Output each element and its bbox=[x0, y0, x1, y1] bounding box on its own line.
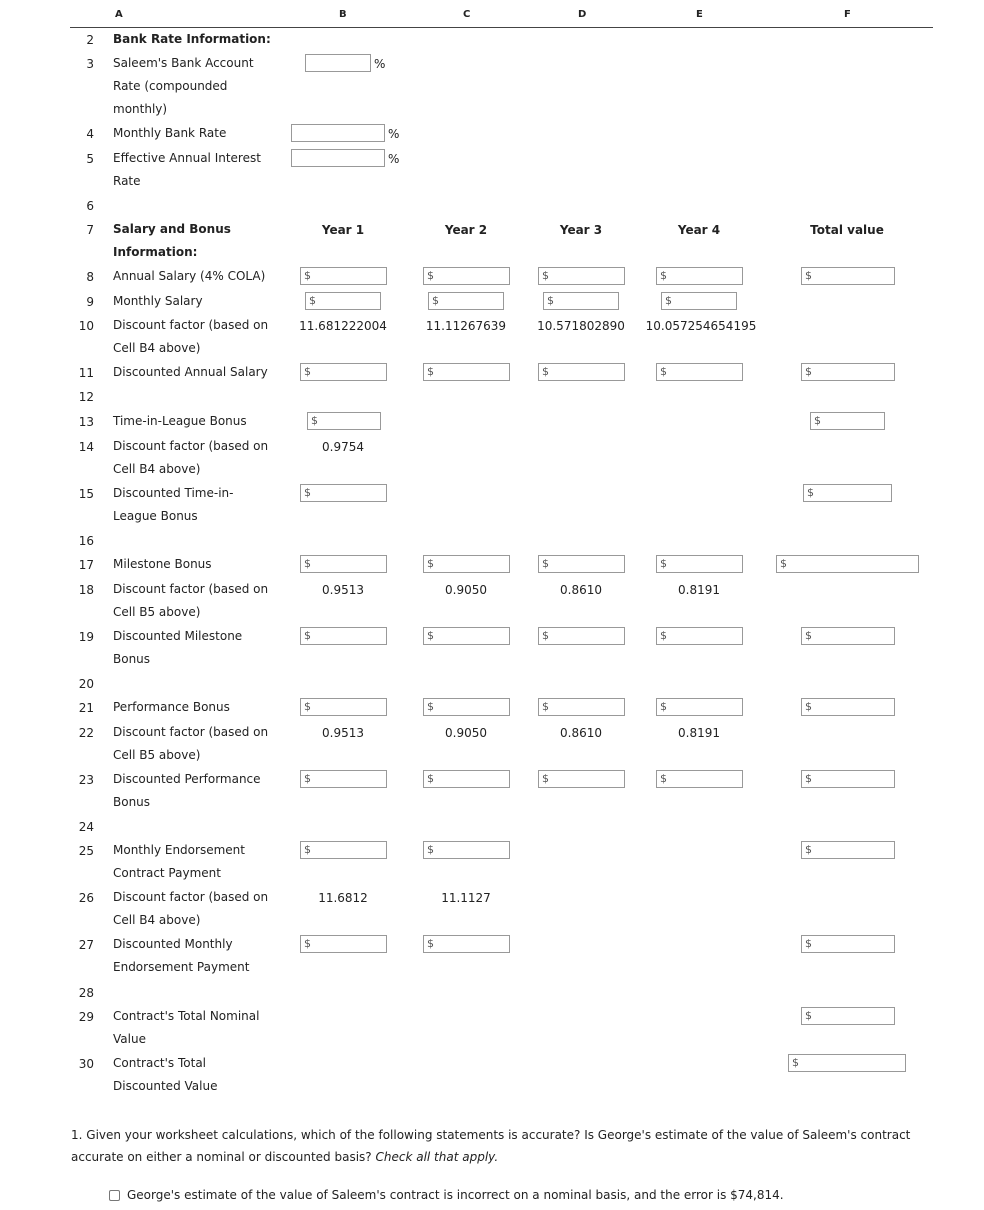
label-monthly-endorsement: Monthly Endorsement Contract Payment bbox=[113, 843, 245, 880]
header-year-2: Year 2 bbox=[444, 223, 488, 237]
row-number: 9 bbox=[86, 295, 94, 309]
column-header-e: E bbox=[696, 9, 703, 20]
dollar-sign: $ bbox=[432, 294, 439, 307]
label-bank-rate-info: Bank Rate Information: bbox=[113, 32, 271, 46]
dollar-sign: $ bbox=[542, 629, 549, 642]
dollar-sign: $ bbox=[547, 294, 554, 307]
dollar-sign: $ bbox=[665, 294, 672, 307]
row-number: 23 bbox=[78, 773, 94, 787]
discount-factor-r18-y4: 0.8191 bbox=[678, 583, 720, 597]
monthly-salary-y4-input[interactable] bbox=[661, 292, 737, 310]
performance-bonus-y3-input[interactable] bbox=[538, 698, 625, 716]
dollar-sign: $ bbox=[304, 629, 311, 642]
dollar-sign: $ bbox=[427, 557, 434, 570]
discount-factor-r10-y3: 10.571802890 bbox=[537, 319, 625, 333]
label-discounted-milestone-bonus: Discounted Milestone Bonus bbox=[113, 629, 243, 666]
discount-factor-r14-y1: 0.9754 bbox=[322, 440, 364, 454]
row-number: 10 bbox=[78, 319, 94, 333]
row-number: 13 bbox=[78, 415, 94, 429]
label-discount-factor-r14: Discount factor (based on Cell B4 above) bbox=[113, 439, 269, 476]
discounted-salary-y3-input[interactable] bbox=[538, 363, 625, 381]
performance-bonus-total-input[interactable] bbox=[801, 698, 895, 716]
annual-salary-y1-input[interactable] bbox=[300, 267, 387, 285]
row-number: 26 bbox=[78, 891, 94, 905]
dollar-sign: $ bbox=[304, 843, 311, 856]
label-discount-factor-r22: Discount factor (based on Cell B5 above) bbox=[113, 725, 269, 762]
endorsement-y1-input[interactable] bbox=[300, 841, 387, 859]
row-number: 5 bbox=[86, 152, 94, 166]
discounted-endorsement-y2-input[interactable] bbox=[423, 935, 510, 953]
dollar-sign: $ bbox=[311, 414, 318, 427]
row-number: 11 bbox=[78, 366, 94, 380]
answer-option-1[interactable] bbox=[109, 1187, 784, 1203]
dollar-sign: $ bbox=[304, 557, 311, 570]
dollar-sign: $ bbox=[427, 629, 434, 642]
annual-salary-y2-input[interactable] bbox=[423, 267, 510, 285]
discounted-milestone-total-input[interactable] bbox=[801, 627, 895, 645]
dollar-sign: $ bbox=[542, 365, 549, 378]
dollar-sign: $ bbox=[304, 700, 311, 713]
dollar-sign: $ bbox=[304, 772, 311, 785]
row-number: 4 bbox=[86, 127, 94, 141]
monthly-salary-y3-input[interactable] bbox=[543, 292, 619, 310]
row-number: 24 bbox=[78, 820, 94, 834]
annual-salary-y4-input[interactable] bbox=[656, 267, 743, 285]
dollar-sign: $ bbox=[427, 843, 434, 856]
discounted-milestone-y4-input[interactable] bbox=[656, 627, 743, 645]
discount-factor-r18-y3: 0.8610 bbox=[560, 583, 602, 597]
row-number: 8 bbox=[86, 270, 94, 284]
percent-sign: % bbox=[374, 57, 386, 71]
row-number: 27 bbox=[78, 938, 94, 952]
performance-bonus-y2-input[interactable] bbox=[423, 698, 510, 716]
row-number: 22 bbox=[78, 726, 94, 740]
dollar-sign: $ bbox=[805, 365, 812, 378]
row-number: 28 bbox=[78, 986, 94, 1000]
dollar-sign: $ bbox=[427, 937, 434, 950]
header-year-4: Year 4 bbox=[677, 223, 721, 237]
row-number: 20 bbox=[78, 677, 94, 691]
row-number: 29 bbox=[78, 1010, 94, 1024]
label-effective-annual-rate: Effective Annual Interest Rate bbox=[113, 151, 261, 188]
row-number: 19 bbox=[78, 630, 94, 644]
performance-bonus-y4-input[interactable] bbox=[656, 698, 743, 716]
row-number: 17 bbox=[78, 558, 94, 572]
label-total-discounted: Contract's Total Discounted Value bbox=[113, 1056, 218, 1093]
row-number: 21 bbox=[78, 701, 94, 715]
header-total-value: Total value bbox=[810, 223, 884, 237]
discounted-salary-y4-input[interactable] bbox=[656, 363, 743, 381]
row-number: 7 bbox=[86, 223, 94, 237]
dollar-sign: $ bbox=[792, 1056, 799, 1069]
discount-factor-r10-y4: 10.057254654195 bbox=[645, 319, 757, 333]
dollar-sign: $ bbox=[304, 486, 311, 499]
milestone-bonus-y2-input[interactable] bbox=[423, 555, 510, 573]
label-annual-salary: Annual Salary (4% COLA) bbox=[113, 269, 266, 283]
monthly-bank-rate-input[interactable] bbox=[291, 124, 385, 142]
discounted-performance-y4-input[interactable] bbox=[656, 770, 743, 788]
header-year-3: Year 3 bbox=[559, 223, 603, 237]
dollar-sign: $ bbox=[805, 772, 812, 785]
milestone-bonus-y4-input[interactable] bbox=[656, 555, 743, 573]
milestone-bonus-y3-input[interactable] bbox=[538, 555, 625, 573]
dollar-sign: $ bbox=[542, 269, 549, 282]
effective-annual-rate-input[interactable] bbox=[291, 149, 385, 167]
dollar-sign: $ bbox=[309, 294, 316, 307]
dollar-sign: $ bbox=[805, 629, 812, 642]
dollar-sign: $ bbox=[814, 414, 821, 427]
til-bonus-total-input[interactable] bbox=[810, 412, 885, 430]
checkbox[interactable] bbox=[109, 1190, 120, 1201]
dollar-sign: $ bbox=[427, 700, 434, 713]
label-discounted-performance-bonus: Discounted Performance Bonus bbox=[113, 772, 261, 809]
dollar-sign: $ bbox=[807, 486, 814, 499]
label-monthly-salary: Monthly Salary bbox=[113, 294, 203, 308]
discounted-salary-y1-input[interactable] bbox=[300, 363, 387, 381]
row-number: 18 bbox=[78, 583, 94, 597]
question-body: 1. Given your worksheet calculations, which of the following statements is accurate? Is George's estimate of the value of Saleem's contract accurate on either a nominal or discounted basis? bbox=[71, 1128, 911, 1164]
dollar-sign: $ bbox=[427, 365, 434, 378]
label-discount-factor-r18: Discount factor (based on Cell B5 above) bbox=[113, 582, 269, 619]
discount-factor-r22-y3: 0.8610 bbox=[560, 726, 602, 740]
annual-salary-y3-input[interactable] bbox=[538, 267, 625, 285]
dollar-sign: $ bbox=[660, 772, 667, 785]
discounted-performance-y1-input[interactable] bbox=[300, 770, 387, 788]
discounted-endorsement-total-input[interactable] bbox=[801, 935, 895, 953]
discounted-salary-y2-input[interactable] bbox=[423, 363, 510, 381]
dollar-sign: $ bbox=[542, 772, 549, 785]
column-header-a: A bbox=[115, 9, 123, 20]
row-number: 6 bbox=[86, 199, 94, 213]
label-discounted-til-bonus: Discounted Time-in-League Bonus bbox=[113, 486, 234, 523]
percent-sign: % bbox=[388, 127, 400, 141]
bank-account-rate-input[interactable] bbox=[305, 54, 371, 72]
discount-factor-r22-y2: 0.9050 bbox=[445, 726, 487, 740]
dollar-sign: $ bbox=[542, 557, 549, 570]
header-year-1: Year 1 bbox=[321, 223, 365, 237]
performance-bonus-y1-input[interactable] bbox=[300, 698, 387, 716]
discounted-salary-total-input[interactable] bbox=[801, 363, 895, 381]
discount-factor-r18-y1: 0.9513 bbox=[322, 583, 364, 597]
dollar-sign: $ bbox=[427, 269, 434, 282]
til-bonus-y1-input[interactable] bbox=[307, 412, 381, 430]
column-header-c: C bbox=[463, 9, 471, 20]
dollar-sign: $ bbox=[660, 557, 667, 570]
label-discounted-annual-salary: Discounted Annual Salary bbox=[113, 365, 268, 379]
milestone-bonus-total-input[interactable] bbox=[776, 555, 919, 573]
discount-factor-r22-y4: 0.8191 bbox=[678, 726, 720, 740]
endorsement-total-input[interactable] bbox=[801, 841, 895, 859]
label-milestone-bonus: Milestone Bonus bbox=[113, 557, 212, 571]
discounted-performance-y3-input[interactable] bbox=[538, 770, 625, 788]
dollar-sign: $ bbox=[805, 1009, 812, 1022]
discounted-milestone-y1-input[interactable] bbox=[300, 627, 387, 645]
dollar-sign: $ bbox=[304, 365, 311, 378]
question-text bbox=[71, 1124, 921, 1168]
row-number: 30 bbox=[78, 1057, 94, 1071]
column-header-d: D bbox=[578, 9, 587, 20]
dollar-sign: $ bbox=[304, 937, 311, 950]
discounted-til-y1-input[interactable] bbox=[300, 484, 387, 502]
row-number: 25 bbox=[78, 844, 94, 858]
discounted-milestone-y3-input[interactable] bbox=[538, 627, 625, 645]
answer-option-1-label: George's estimate of the value of Saleem's contract is incorrect on a nominal basis, and the error is $74,814. bbox=[127, 1188, 784, 1202]
milestone-bonus-y1-input[interactable] bbox=[300, 555, 387, 573]
row-number: 2 bbox=[86, 33, 94, 47]
label-performance-bonus: Performance Bonus bbox=[113, 700, 230, 714]
dollar-sign: $ bbox=[805, 843, 812, 856]
discount-factor-r26-y1: 11.6812 bbox=[318, 891, 368, 905]
dollar-sign: $ bbox=[805, 937, 812, 950]
endorsement-y2-input[interactable] bbox=[423, 841, 510, 859]
label-time-in-league-bonus: Time-in-League Bonus bbox=[113, 414, 247, 428]
discount-factor-r26-y2: 11.1127 bbox=[441, 891, 491, 905]
monthly-salary-y2-input[interactable] bbox=[428, 292, 504, 310]
percent-sign: % bbox=[388, 152, 400, 166]
discount-factor-r18-y2: 0.9050 bbox=[445, 583, 487, 597]
row-number: 12 bbox=[78, 390, 94, 404]
label-discounted-endorsement: Discounted Monthly Endorsement Payment bbox=[113, 937, 250, 974]
discount-factor-r22-y1: 0.9513 bbox=[322, 726, 364, 740]
row-number: 16 bbox=[78, 534, 94, 548]
label-bank-account-rate: Saleem's Bank Account Rate (compounded monthly) bbox=[113, 56, 254, 116]
total-discounted-value-input[interactable] bbox=[788, 1054, 906, 1072]
dollar-sign: $ bbox=[304, 269, 311, 282]
dollar-sign: $ bbox=[660, 700, 667, 713]
label-salary-bonus-info: Salary and Bonus Information: bbox=[113, 222, 231, 259]
total-nominal-value-input[interactable] bbox=[801, 1007, 895, 1025]
dollar-sign: $ bbox=[660, 629, 667, 642]
row-number: 15 bbox=[78, 487, 94, 501]
discount-factor-r10-y1: 11.681222004 bbox=[299, 319, 387, 333]
annual-salary-total-input[interactable] bbox=[801, 267, 895, 285]
discounted-til-total-input[interactable] bbox=[803, 484, 892, 502]
column-header-b: B bbox=[339, 9, 347, 20]
label-discount-factor-r26: Discount factor (based on Cell B4 above) bbox=[113, 890, 269, 927]
dollar-sign: $ bbox=[427, 772, 434, 785]
question-hint: Check all that apply. bbox=[375, 1150, 499, 1164]
label-monthly-bank-rate: Monthly Bank Rate bbox=[113, 126, 227, 140]
label-total-nominal: Contract's Total Nominal Value bbox=[113, 1009, 260, 1046]
discounted-performance-y2-input[interactable] bbox=[423, 770, 510, 788]
discounted-endorsement-y1-input[interactable] bbox=[300, 935, 387, 953]
dollar-sign: $ bbox=[805, 269, 812, 282]
dollar-sign: $ bbox=[660, 269, 667, 282]
dollar-sign: $ bbox=[805, 700, 812, 713]
dollar-sign: $ bbox=[542, 700, 549, 713]
discounted-performance-total-input[interactable] bbox=[801, 770, 895, 788]
monthly-salary-y1-input[interactable] bbox=[305, 292, 381, 310]
row-number: 3 bbox=[86, 57, 94, 71]
dollar-sign: $ bbox=[660, 365, 667, 378]
label-discount-factor-r10: Discount factor (based on Cell B4 above) bbox=[113, 318, 269, 355]
discount-factor-r10-y2: 11.11267639 bbox=[425, 319, 507, 333]
discounted-milestone-y2-input[interactable] bbox=[423, 627, 510, 645]
column-header-f: F bbox=[844, 9, 851, 20]
dollar-sign: $ bbox=[780, 557, 787, 570]
row-number: 14 bbox=[78, 440, 94, 454]
